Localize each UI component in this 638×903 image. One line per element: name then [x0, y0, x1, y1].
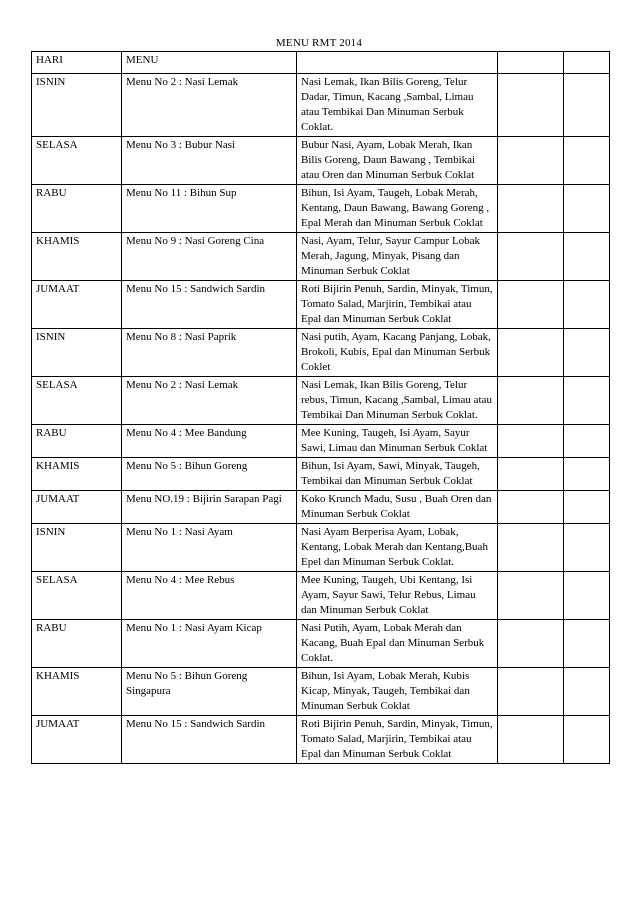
empty-cell — [564, 425, 610, 458]
header-menu: MENU — [122, 52, 297, 74]
table-row — [32, 668, 610, 716]
header-description — [297, 52, 498, 74]
day-cell: RABU — [32, 425, 122, 458]
menu-cell: Menu No 5 : Bihun Goreng — [122, 458, 297, 491]
day-cell: JUMAAT — [32, 716, 122, 764]
day-cell: ISNIN — [32, 329, 122, 377]
table-row — [32, 233, 610, 281]
menu-cell: Menu No 1 : Nasi Ayam Kicap — [122, 620, 297, 668]
empty-cell — [564, 716, 610, 764]
empty-cell — [498, 185, 564, 233]
header-extra-1 — [498, 52, 564, 74]
empty-cell — [498, 377, 564, 425]
empty-cell — [564, 329, 610, 377]
header-row — [32, 52, 610, 74]
empty-cell — [498, 137, 564, 185]
menu-cell: Menu No 4 : Mee Rebus — [122, 572, 297, 620]
description-cell: Bihun, Isi Ayam, Taugeh, Lobak Merah, Kentang, Daun Bawang, Bawang Goreng , Epal Merah dan Minuman Serbuk Coklat — [297, 185, 498, 233]
day-cell: KHAMIS — [32, 233, 122, 281]
day-cell: KHAMIS — [32, 668, 122, 716]
menu-cell: Menu No 8 : Nasi Paprik — [122, 329, 297, 377]
empty-cell — [564, 620, 610, 668]
day-cell: RABU — [32, 620, 122, 668]
empty-cell — [564, 668, 610, 716]
menu-cell: Menu No 2 : Nasi Lemak — [122, 74, 297, 137]
empty-cell — [564, 572, 610, 620]
description-cell: Roti Bijirin Penuh, Sardin, Minyak, Timun, Tomato Salad, Marjirin, Tembikai atau Epal dan Minuman Serbuk Coklat — [297, 281, 498, 329]
table-row — [32, 377, 610, 425]
empty-cell — [564, 377, 610, 425]
day-cell: ISNIN — [32, 74, 122, 137]
day-cell: RABU — [32, 185, 122, 233]
table-row — [32, 491, 610, 524]
table-row — [32, 425, 610, 458]
description-cell: Nasi Putih, Ayam, Lobak Merah dan Kacang, Buah Epal dan Minuman Serbuk Coklat. — [297, 620, 498, 668]
description-cell: Nasi, Ayam, Telur, Sayur Campur Lobak Merah, Jagung, Minyak, Pisang dan Minuman Serbuk Coklat — [297, 233, 498, 281]
description-cell: Roti Bijirin Penuh, Sardin, Minyak, Timun, Tomato Salad, Marjirin, Tembikai atau Epal dan Minuman Serbuk Coklat — [297, 716, 498, 764]
header-extra-2 — [564, 52, 610, 74]
menu-cell: Menu No 15 : Sandwich Sardin — [122, 281, 297, 329]
menu-cell: Menu No 9 : Nasi Goreng Cina — [122, 233, 297, 281]
empty-cell — [564, 491, 610, 524]
empty-cell — [498, 524, 564, 572]
empty-cell — [564, 524, 610, 572]
day-cell: JUMAAT — [32, 281, 122, 329]
table-row — [32, 281, 610, 329]
menu-cell: Menu No 2 : Nasi Lemak — [122, 377, 297, 425]
empty-cell — [498, 329, 564, 377]
table-row — [32, 524, 610, 572]
empty-cell — [498, 74, 564, 137]
table-row — [32, 458, 610, 491]
day-cell: SELASA — [32, 137, 122, 185]
description-cell: Koko Krunch Madu, Susu , Buah Oren dan Minuman Serbuk Coklat — [297, 491, 498, 524]
empty-cell — [498, 491, 564, 524]
day-cell: ISNIN — [32, 524, 122, 572]
description-cell: Nasi Ayam Berperisa Ayam, Lobak, Kentang, Lobak Merah dan Kentang,Buah Epel dan Minuman Serbuk Coklat. — [297, 524, 498, 572]
table-row — [32, 74, 610, 137]
empty-cell — [564, 185, 610, 233]
day-cell: SELASA — [32, 377, 122, 425]
empty-cell — [498, 233, 564, 281]
menu-cell: Menu No 3 : Bubur Nasi — [122, 137, 297, 185]
menu-cell: Menu No 11 : Bihun Sup — [122, 185, 297, 233]
empty-cell — [498, 281, 564, 329]
empty-cell — [564, 137, 610, 185]
day-cell: JUMAAT — [32, 491, 122, 524]
table-row — [32, 716, 610, 764]
description-cell: Bubur Nasi, Ayam, Lobak Merah, Ikan Bilis Goreng, Daun Bawang , Tembikai atau Oren dan Minuman Serbuk Coklat — [297, 137, 498, 185]
description-cell: Mee Kuning, Taugeh, Isi Ayam, Sayur Sawi, Limau dan Minuman Serbuk Coklat — [297, 425, 498, 458]
description-cell: Nasi putih, Ayam, Kacang Panjang, Lobak, Brokoli, Kubis, Epal dan Minuman Serbuk Coklet — [297, 329, 498, 377]
description-cell: Nasi Lemak, Ikan Bilis Goreng, Telur Dadar, Timun, Kacang ,Sambal, Limau atau Tembikai Dan Minuman Serbuk Coklat. — [297, 74, 498, 137]
empty-cell — [564, 233, 610, 281]
menu-cell: Menu No 1 : Nasi Ayam — [122, 524, 297, 572]
empty-cell — [498, 458, 564, 491]
description-cell: Mee Kuning, Taugeh, Ubi Kentang, Isi Ayam, Sayur Sawi, Telur Rebus, Limau dan Minuman Serbuk Coklat — [297, 572, 498, 620]
table-row — [32, 137, 610, 185]
day-cell: KHAMIS — [32, 458, 122, 491]
table-row — [32, 620, 610, 668]
document-title: MENU RMT 2014 — [275, 37, 363, 49]
menu-table — [31, 51, 610, 764]
menu-cell: Menu No 5 : Bihun Goreng Singapura — [122, 668, 297, 716]
empty-cell — [498, 572, 564, 620]
menu-cell: Menu No 15 : Sandwich Sardin — [122, 716, 297, 764]
menu-cell: Menu NO.19 : Bijirin Sarapan Pagi — [122, 491, 297, 524]
table-row — [32, 185, 610, 233]
menu-body — [32, 74, 610, 764]
empty-cell — [564, 458, 610, 491]
empty-cell — [498, 716, 564, 764]
table-row — [32, 329, 610, 377]
header-hari: HARI — [32, 52, 122, 74]
description-cell: Bihun, Isi Ayam, Sawi, Minyak, Taugeh, Tembikai dan Minuman Serbuk Coklat — [297, 458, 498, 491]
empty-cell — [498, 620, 564, 668]
description-cell: Bihun, Isi Ayam, Lobak Merah, Kubis Kicap, Minyak, Taugeh, Tembikai dan Minuman Serbuk Coklat — [297, 668, 498, 716]
day-cell: SELASA — [32, 572, 122, 620]
empty-cell — [498, 668, 564, 716]
description-cell: Nasi Lemak, Ikan Bilis Goreng, Telur rebus, Timun, Kacang ,Sambal, Limau atau Tembikai Dan Minuman Serbuk Coklat. — [297, 377, 498, 425]
menu-cell: Menu No 4 : Mee Bandung — [122, 425, 297, 458]
table-row — [32, 572, 610, 620]
empty-cell — [564, 74, 610, 137]
empty-cell — [564, 281, 610, 329]
empty-cell — [498, 425, 564, 458]
